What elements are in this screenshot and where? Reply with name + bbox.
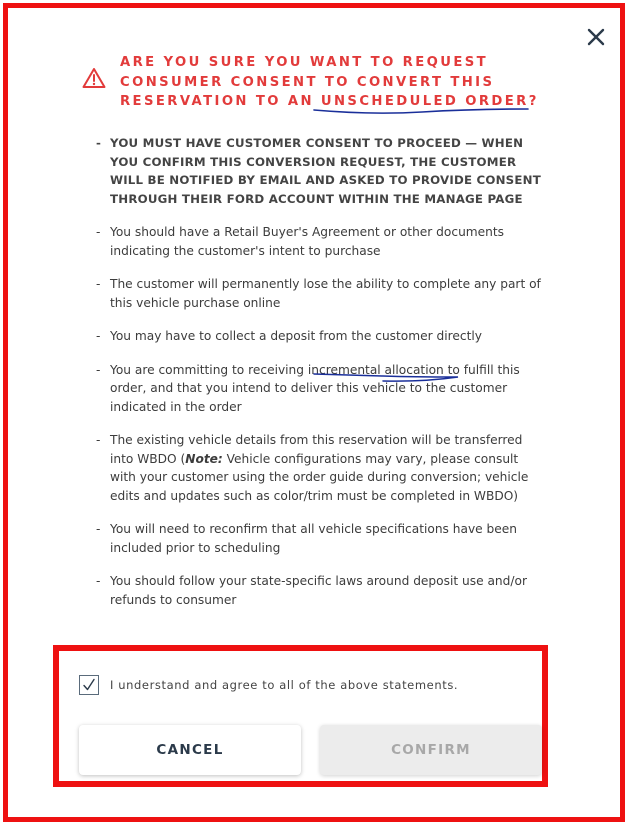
confirm-button[interactable]: CONFIRM bbox=[320, 725, 542, 775]
list-item: - You will need to reconfirm that all vehicle specifications have been included prior to scheduling bbox=[96, 520, 546, 557]
agreement-label: I understand and agree to all of the above statements. bbox=[110, 678, 459, 692]
list-item: - The customer will permanently lose the ability to complete any part of this vehicle purchase online bbox=[96, 275, 546, 312]
scribble-underline-annotation bbox=[313, 371, 463, 385]
checkmark-icon bbox=[81, 677, 97, 693]
list-item: - You should have a Retail Buyer's Agreement or other documents indicating the customer's intent to purchase bbox=[96, 223, 546, 260]
list-item: - You should follow your state-specific laws around deposit use and/or refunds to consumer bbox=[96, 572, 546, 609]
dialog-title-line: ARE YOU SURE YOU WANT TO REQUEST bbox=[120, 55, 489, 70]
close-icon bbox=[583, 24, 609, 50]
list-item: - YOU MUST HAVE CUSTOMER CONSENT TO PROCEED — WHEN YOU CONFIRM THIS CONVERSION REQUEST, THE CUSTOMER WILL BE NOTIFIED BY EMAIL AND ASKED TO PROVIDE CONSENT THROUGH THEIR FORD ACCOUNT WITHIN THE MANAGE PAGE bbox=[96, 134, 546, 208]
dialog-title-line: CONSUMER CONSENT TO CONVERT THIS bbox=[120, 74, 495, 90]
agreement-row bbox=[79, 675, 458, 695]
agreement-checkbox[interactable] bbox=[79, 675, 99, 695]
statement-text: Vehicle configurations may vary, please consult with your customer using the order guide during conversion; vehicle edits and updates such as color/trim must be completed in WBDO) bbox=[110, 451, 529, 503]
dialog-title bbox=[120, 53, 560, 112]
cancel-button[interactable]: CANCEL bbox=[79, 725, 301, 775]
title-underline-annotation bbox=[312, 106, 532, 118]
close-button[interactable] bbox=[583, 24, 609, 50]
list-item: - You may have to collect a deposit from the customer directly bbox=[96, 327, 546, 346]
dialog-title-line: RESERVATION TO AN UNSCHEDULED ORDER? bbox=[120, 94, 539, 109]
note-label: Note: bbox=[185, 451, 223, 466]
statement-text: The existing vehicle details from this reservation will be transferred into WBDO ( bbox=[110, 433, 523, 466]
warning-triangle-icon bbox=[82, 67, 106, 93]
list-item bbox=[96, 431, 546, 505]
list-item: - You are committing to receiving incremental allocation to fulfill this order, and that you intend to deliver this vehicle to the customer indicated in the order bbox=[96, 361, 546, 417]
